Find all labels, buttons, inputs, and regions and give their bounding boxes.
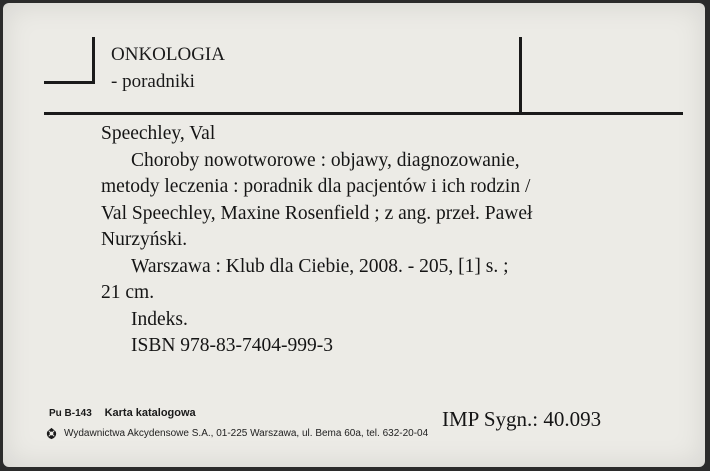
- title-line: metody leczenia : poradnik dla pacjentów i ich rodzin /: [101, 176, 531, 197]
- title-line: Choroby nowotworowe : objawy, diagnozowanie,: [131, 149, 520, 171]
- right-vertical-rule: [519, 37, 522, 115]
- title-line: Nurzyński.: [101, 229, 188, 250]
- imprint-line: 21 cm.: [101, 282, 155, 303]
- subject-heading: ONKOLOGIA: [111, 44, 225, 65]
- publisher-line: [45, 427, 428, 440]
- imprint-line: Warszawa : Klub dla Ciebie, 2008. - 205, [1] s. ;: [131, 255, 509, 277]
- corner-mark-vertical: [92, 37, 95, 84]
- author: Speechley, Val: [101, 123, 216, 144]
- corner-mark-horizontal: [44, 81, 95, 84]
- isbn: ISBN 978-83-7404-999-3: [131, 335, 334, 356]
- note: Indeks.: [131, 308, 188, 330]
- subject-heading-block: [111, 41, 225, 95]
- subject-subheading: - poradniki: [111, 71, 195, 92]
- form-code-line: [49, 407, 196, 419]
- form-code: Pu B-143: [49, 408, 92, 419]
- publisher-info: Wydawnictwa Akcydensowe S.A., 01-225 Warszawa, ul. Bema 60a, tel. 632-20-04: [64, 428, 429, 439]
- horizontal-rule: [44, 112, 683, 115]
- call-number: IMP Sygn.: 40.093: [442, 407, 602, 431]
- publisher-logo-icon: [45, 427, 58, 440]
- form-title: Karta katalogowa: [104, 407, 196, 419]
- catalog-card: [3, 3, 705, 467]
- bibliographic-entry: [101, 121, 621, 360]
- title-line: Val Speechley, Maxine Rosenfield ; z ang. przeł. Paweł: [101, 202, 533, 224]
